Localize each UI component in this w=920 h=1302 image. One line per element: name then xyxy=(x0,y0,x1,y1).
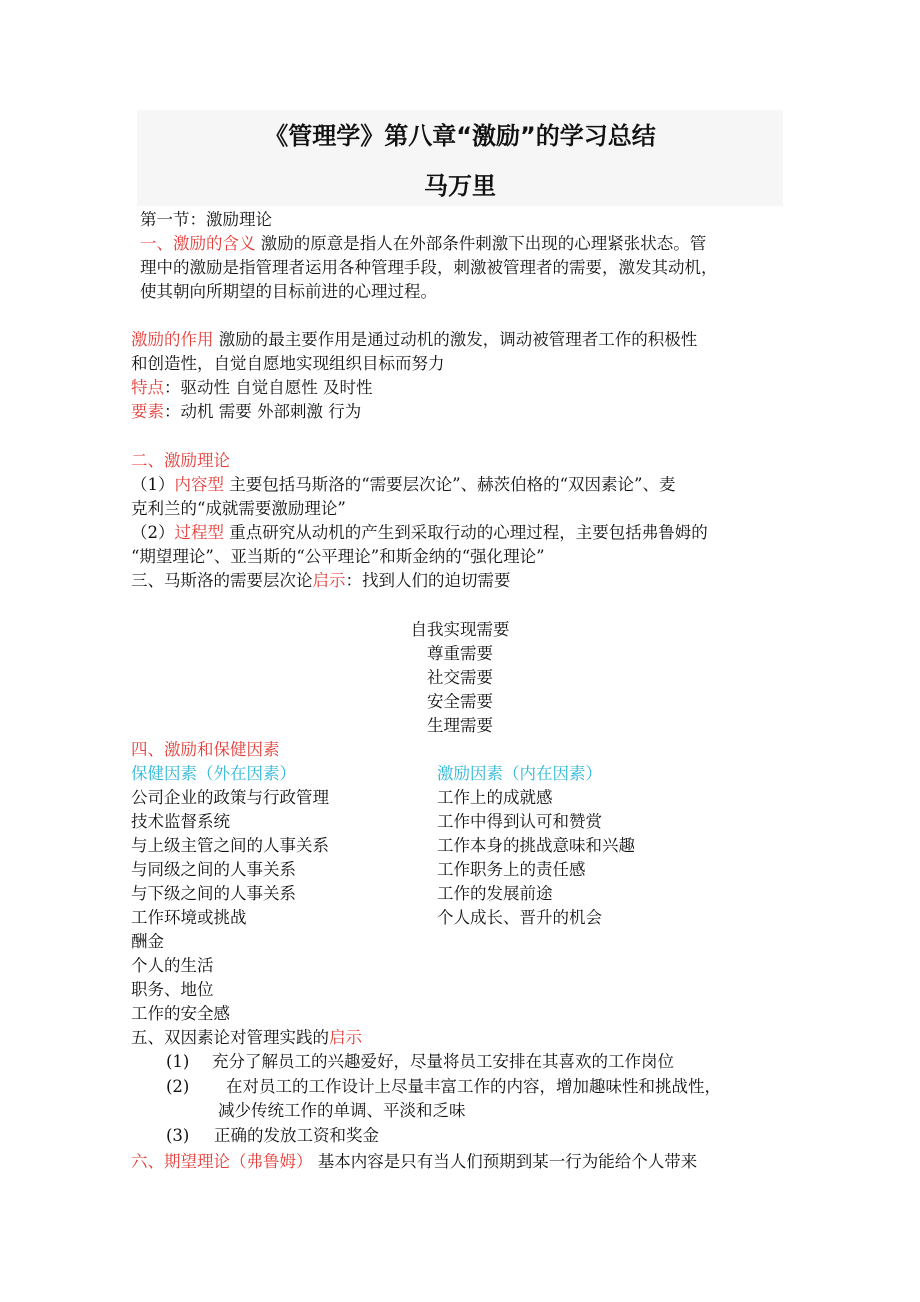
motivator-item: 工作中得到认可和赞赏 xyxy=(437,812,602,831)
content-type-line-1 xyxy=(131,473,676,497)
maslow-level-4: 安全需要 xyxy=(427,692,493,711)
hygiene-item: 个人的生活 xyxy=(131,956,214,975)
elements-label: 要素 xyxy=(131,402,164,421)
process-type-line-2: “期望理论”、亚当斯的“公平理论”和斯金纳的“强化理论” xyxy=(131,547,545,566)
role-line-1 xyxy=(131,328,697,352)
meaning-label: 一、激励的含义 xyxy=(140,234,256,253)
process-type-label: 过程型 xyxy=(174,523,224,542)
content-type-label: 内容型 xyxy=(174,475,224,494)
practice-heading-label: 启示 xyxy=(329,1028,362,1047)
practice-item-1-num: (1) xyxy=(166,1052,190,1071)
motivator-item: 工作的发展前途 xyxy=(437,884,553,903)
hygiene-item: 工作的安全感 xyxy=(131,1004,230,1023)
hygiene-item: 与同级之间的人事关系 xyxy=(131,860,296,879)
maslow-level-3: 社交需要 xyxy=(427,668,493,687)
hygiene-item: 技术监督系统 xyxy=(131,812,230,831)
practice-item-2-num: (2) xyxy=(166,1077,190,1096)
practice-item-2-line-2: 减少传统工作的单调、平淡和乏味 xyxy=(218,1101,466,1120)
section-heading: 第一节：激励理论 xyxy=(140,210,272,229)
role-label: 激励的作用 xyxy=(131,330,214,349)
elements-line xyxy=(131,400,361,424)
factors-heading: 四、激励和保健因素 xyxy=(131,740,280,759)
process-type-line-1 xyxy=(131,521,708,545)
maslow-level-1: 自我实现需要 xyxy=(410,620,510,639)
content-type-line-2: 克利兰的“成就需要激励理论” xyxy=(131,499,346,518)
practice-item-2-line-1: 在对员工的工作设计上尽量丰富工作的内容，增加趣味性和挑战性， xyxy=(226,1077,721,1096)
author-name: 马万里 xyxy=(424,172,496,200)
maslow-heading xyxy=(131,569,511,593)
hygiene-item: 职务、地位 xyxy=(131,980,214,999)
practice-heading xyxy=(131,1026,362,1050)
motivator-header: 激励因素（内在因素） xyxy=(437,764,602,783)
hygiene-item: 与上级主管之间的人事关系 xyxy=(131,836,329,855)
maslow-level-2: 尊重需要 xyxy=(427,644,493,663)
expectancy-label: 六、期望理论（弗鲁姆） xyxy=(131,1152,313,1171)
motivator-item: 工作职务上的责任感 xyxy=(437,860,586,879)
document-title: 《管理学》第八章“激励”的学习总结 xyxy=(264,122,656,150)
meaning-line-1 xyxy=(140,232,706,256)
process-prefix: （2） xyxy=(131,523,175,542)
content-prefix: （1） xyxy=(131,475,175,494)
role-line-2: 和创造性，自觉自愿地实现组织目标而努力 xyxy=(131,354,445,373)
expectancy-line xyxy=(131,1150,697,1174)
traits-line xyxy=(131,376,373,400)
hygiene-item: 酬金 xyxy=(131,932,164,951)
meaning-line-2: 理中的激励是指管理者运用各种管理手段，刺激被管理者的需要，激发其动机， xyxy=(140,258,718,277)
process-type-text: 重点研究从动机的产生到采取行动的心理过程，主要包括弗鲁姆的 xyxy=(224,523,708,542)
maslow-heading-label: 启示 xyxy=(312,571,346,590)
role-text-1: 激励的最主要作用是通过动机的激发，调动被管理者工作的积极性 xyxy=(213,330,698,349)
practice-heading-prefix: 五、双因素论对管理实践的 xyxy=(131,1028,329,1047)
hygiene-header: 保健因素（外在因素） xyxy=(131,764,296,783)
motivator-item: 工作上的成就感 xyxy=(437,788,553,807)
maslow-heading-prefix: 三、马斯洛的需要层次论 xyxy=(131,571,313,590)
elements-text: ：动机 需要 外部刺激 行为 xyxy=(164,402,362,421)
traits-label: 特点 xyxy=(131,378,164,397)
meaning-text-1: 激励的原意是指人在外部条件刺激下出现的心理紧张状态。管 xyxy=(255,234,707,253)
maslow-level-5: 生理需要 xyxy=(427,716,493,735)
practice-item-3: 正确的发放工资和奖金 xyxy=(214,1126,379,1145)
hygiene-item: 公司企业的政策与行政管理 xyxy=(131,788,329,807)
maslow-heading-suffix: ：找到人们的迫切需要 xyxy=(345,571,511,590)
hygiene-item: 工作环境或挑战 xyxy=(131,908,247,927)
traits-text: ：驱动性 自觉自愿性 及时性 xyxy=(164,378,373,397)
motivator-item: 个人成长、晋升的机会 xyxy=(437,908,602,927)
theory-heading: 二、激励理论 xyxy=(131,451,230,470)
motivator-item: 工作本身的挑战意味和兴趣 xyxy=(437,836,635,855)
content-type-text: 主要包括马斯洛的“需要层次论”、赫茨伯格的“双因素论”、麦 xyxy=(224,475,676,494)
hygiene-item: 与下级之间的人事关系 xyxy=(131,884,296,903)
practice-item-3-num: (3) xyxy=(166,1126,190,1145)
meaning-line-3: 使其朝向所期望的目标前进的心理过程。 xyxy=(140,282,437,301)
expectancy-text: 基本内容是只有当人们预期到某一行为能给个人带来 xyxy=(312,1152,698,1171)
practice-item-1: 充分了解员工的兴趣爱好，尽量将员工安排在其喜欢的工作岗位 xyxy=(212,1052,674,1071)
